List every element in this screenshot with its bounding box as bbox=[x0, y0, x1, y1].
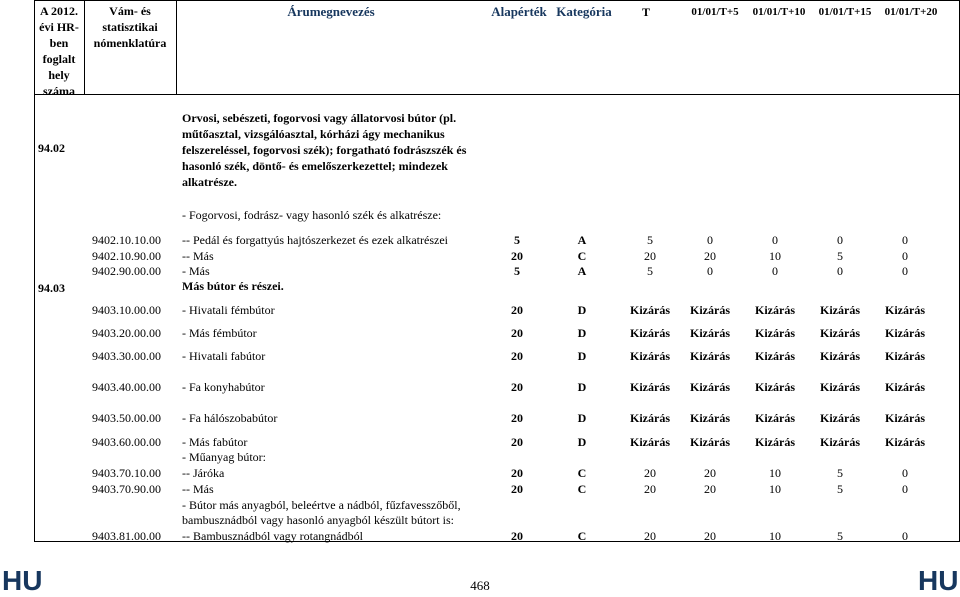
cell-code: 9403.10.00.00 bbox=[92, 303, 161, 317]
cell-base: 20 bbox=[511, 435, 523, 449]
cell-t15: Kizárás bbox=[820, 349, 860, 363]
heading-description: Orvosi, sebészeti, fogorvosi vagy állatorvosi bútor (pl. műtőasztal, vizsgálóasztal, kórházi ágy mechanikus felszereléssel, fogorvosi szék); forgatható fodrászszék és hasonló szék, döntő- és emelőszerkezettel; mindezek alkatrésze. bbox=[182, 111, 467, 189]
cell-code: 9403.81.00.00 bbox=[92, 529, 161, 543]
cell-t20: 0 bbox=[902, 264, 908, 278]
hs-number: 94.03 bbox=[38, 281, 65, 295]
cell-t5: 20 bbox=[704, 482, 716, 496]
cell-t: Kizárás bbox=[630, 303, 670, 317]
table-row bbox=[0, 410, 960, 426]
header-col-hs: A 2012. évi HR- ben foglalt hely száma bbox=[39, 4, 79, 98]
cell-code: 9402.10.90.00 bbox=[92, 249, 161, 263]
cell-desc: - Hivatali fémbútor bbox=[182, 303, 275, 317]
cell-t20: Kizárás bbox=[885, 411, 925, 425]
cell-t15: 5 bbox=[837, 249, 843, 263]
cell-t15: 0 bbox=[837, 233, 843, 247]
cell-desc: bambusznádból vagy hasonló anyagból készült bútort is: bbox=[182, 513, 454, 527]
table-row bbox=[0, 481, 960, 497]
cell-desc: - Más bbox=[182, 264, 210, 278]
subheading: - Fogorvosi, fodrász- vagy hasonló szék és alkatrésze: bbox=[182, 208, 442, 222]
cell-t15: Kizárás bbox=[820, 303, 860, 317]
cell-t10: Kizárás bbox=[755, 435, 795, 449]
cell-cat: A bbox=[577, 233, 587, 247]
cell-desc: - Más fabútor bbox=[182, 435, 248, 449]
table-row bbox=[0, 325, 960, 341]
cell-t10: Kizárás bbox=[755, 411, 795, 425]
table-row bbox=[0, 512, 960, 528]
cell-t: 20 bbox=[644, 249, 656, 263]
cell-t: Kizárás bbox=[630, 435, 670, 449]
table-row bbox=[0, 248, 960, 264]
cell-desc: - Bútor más anyagból, beleértve a nádból, fűzfavesszőből, bbox=[182, 498, 461, 512]
cell-t5: Kizárás bbox=[690, 326, 730, 340]
table-row bbox=[0, 302, 960, 318]
table-row bbox=[0, 232, 960, 248]
cell-t10: 0 bbox=[772, 233, 778, 247]
header-col-t15: 01/01/T+15 bbox=[818, 6, 872, 18]
cell-code: 9403.70.10.00 bbox=[92, 466, 161, 480]
cell-t10: 10 bbox=[769, 482, 781, 496]
cell-t20: Kizárás bbox=[885, 380, 925, 394]
cell-cat: C bbox=[577, 529, 587, 543]
cell-t20: 0 bbox=[902, 466, 908, 480]
header-bottom-border bbox=[34, 94, 960, 95]
table-row bbox=[0, 379, 960, 395]
cell-t10: Kizárás bbox=[755, 326, 795, 340]
cell-desc: -- Pedál és forgattyús hajtószerkezet és ezek alkatrészei bbox=[182, 233, 448, 247]
cell-desc: -- Járóka bbox=[182, 466, 225, 480]
cell-cat: C bbox=[577, 249, 587, 263]
cell-t5: 0 bbox=[707, 233, 713, 247]
cell-t15: 5 bbox=[837, 466, 843, 480]
footer-country-left: HU bbox=[2, 565, 43, 596]
cell-t: Kizárás bbox=[630, 326, 670, 340]
cell-code: 9403.50.00.00 bbox=[92, 411, 161, 425]
cell-t10: 0 bbox=[772, 264, 778, 278]
cell-t: Kizárás bbox=[630, 411, 670, 425]
cell-t5: 0 bbox=[707, 264, 713, 278]
table-row bbox=[0, 263, 960, 279]
cell-t: 5 bbox=[647, 233, 653, 247]
header-col-base: Alapérték bbox=[491, 4, 547, 19]
page-number: 468 bbox=[470, 578, 490, 593]
cell-t5: Kizárás bbox=[690, 349, 730, 363]
cell-code: 9403.40.00.00 bbox=[92, 380, 161, 394]
cell-desc: -- Más bbox=[182, 482, 214, 496]
cell-t: 20 bbox=[644, 466, 656, 480]
cell-base: 5 bbox=[514, 233, 520, 247]
cell-base: 5 bbox=[514, 264, 520, 278]
cell-t: 20 bbox=[644, 529, 656, 543]
table-row bbox=[0, 528, 960, 544]
cell-t: 20 bbox=[644, 482, 656, 496]
cell-t20: 0 bbox=[902, 249, 908, 263]
cell-t5: 20 bbox=[704, 466, 716, 480]
cell-t10: Kizárás bbox=[755, 349, 795, 363]
cell-t15: Kizárás bbox=[820, 326, 860, 340]
cell-base: 20 bbox=[511, 303, 523, 317]
table-row bbox=[0, 449, 960, 465]
header-col-nomenclature: Vám- és statisztikai nómenklatúra bbox=[93, 4, 167, 50]
cell-cat: D bbox=[577, 326, 587, 340]
cell-cat: D bbox=[577, 411, 587, 425]
header-col-t10: 01/01/T+10 bbox=[752, 6, 806, 18]
cell-t5: 20 bbox=[704, 529, 716, 543]
cell-t20: 0 bbox=[902, 233, 908, 247]
cell-t15: Kizárás bbox=[820, 411, 860, 425]
cell-t: Kizárás bbox=[630, 380, 670, 394]
cell-desc: -- Bambusznádból vagy rotangnádból bbox=[182, 529, 363, 543]
cell-t: 5 bbox=[647, 264, 653, 278]
cell-cat: C bbox=[577, 466, 587, 480]
cell-code: 9402.90.00.00 bbox=[92, 264, 161, 278]
header-col-t: T bbox=[641, 5, 650, 19]
cell-t10: Kizárás bbox=[755, 380, 795, 394]
cell-base: 20 bbox=[511, 482, 523, 496]
header-col-t5: 01/01/T+5 bbox=[691, 6, 739, 18]
cell-cat: D bbox=[577, 435, 587, 449]
cell-base: 20 bbox=[511, 249, 523, 263]
table-row bbox=[0, 348, 960, 364]
cell-code: 9402.10.10.00 bbox=[92, 233, 161, 247]
table-row bbox=[0, 434, 960, 450]
cell-t10: 10 bbox=[769, 249, 781, 263]
cell-t20: Kizárás bbox=[885, 326, 925, 340]
cell-desc: -- Más bbox=[182, 249, 214, 263]
footer-country-right: HU bbox=[918, 565, 959, 596]
cell-t5: Kizárás bbox=[690, 380, 730, 394]
cell-t15: 5 bbox=[837, 529, 843, 543]
cell-desc: - Műanyag bútor: bbox=[182, 450, 266, 464]
cell-cat: A bbox=[577, 264, 587, 278]
cell-base: 20 bbox=[511, 349, 523, 363]
cell-t20: 0 bbox=[902, 482, 908, 496]
cell-base: 20 bbox=[511, 466, 523, 480]
cell-t20: Kizárás bbox=[885, 303, 925, 317]
cell-t15: 0 bbox=[837, 264, 843, 278]
cell-cat: D bbox=[577, 380, 587, 394]
cell-t5: Kizárás bbox=[690, 411, 730, 425]
cell-t15: Kizárás bbox=[820, 435, 860, 449]
cell-t15: 5 bbox=[837, 482, 843, 496]
cell-t10: 10 bbox=[769, 529, 781, 543]
cell-t20: Kizárás bbox=[885, 435, 925, 449]
cell-t5: 20 bbox=[704, 249, 716, 263]
cell-cat: C bbox=[577, 482, 587, 496]
cell-desc: - Más fémbútor bbox=[182, 326, 257, 340]
cell-code: 9403.30.00.00 bbox=[92, 349, 161, 363]
cell-t5: Kizárás bbox=[690, 435, 730, 449]
hs-number: 94.02 bbox=[38, 141, 65, 155]
cell-t5: Kizárás bbox=[690, 303, 730, 317]
cell-cat: D bbox=[577, 349, 587, 363]
cell-t10: Kizárás bbox=[755, 303, 795, 317]
cell-code: 9403.70.90.00 bbox=[92, 482, 161, 496]
header-col-t20: 01/01/T+20 bbox=[884, 6, 938, 18]
cell-base: 20 bbox=[511, 529, 523, 543]
cell-t10: 10 bbox=[769, 466, 781, 480]
cell-desc: - Fa konyhabútor bbox=[182, 380, 265, 394]
cell-code: 9403.60.00.00 bbox=[92, 435, 161, 449]
cell-t20: Kizárás bbox=[885, 349, 925, 363]
cell-base: 20 bbox=[511, 380, 523, 394]
cell-base: 20 bbox=[511, 326, 523, 340]
cell-cat: D bbox=[577, 303, 587, 317]
table-row bbox=[0, 497, 960, 513]
cell-t20: 0 bbox=[902, 529, 908, 543]
table-header bbox=[0, 0, 960, 98]
cell-code: 9403.20.00.00 bbox=[92, 326, 161, 340]
cell-t: Kizárás bbox=[630, 349, 670, 363]
cell-base: 20 bbox=[511, 411, 523, 425]
header-col-description: Árumegnevezés bbox=[287, 4, 375, 19]
cell-desc: - Hivatali fabútor bbox=[182, 349, 266, 363]
cell-t15: Kizárás bbox=[820, 380, 860, 394]
header-col-category: Kategória bbox=[556, 4, 612, 19]
cell-desc: - Fa hálószobabútor bbox=[182, 411, 278, 425]
table-row bbox=[0, 465, 960, 481]
heading-description: Más bútor és részei. bbox=[182, 279, 284, 293]
